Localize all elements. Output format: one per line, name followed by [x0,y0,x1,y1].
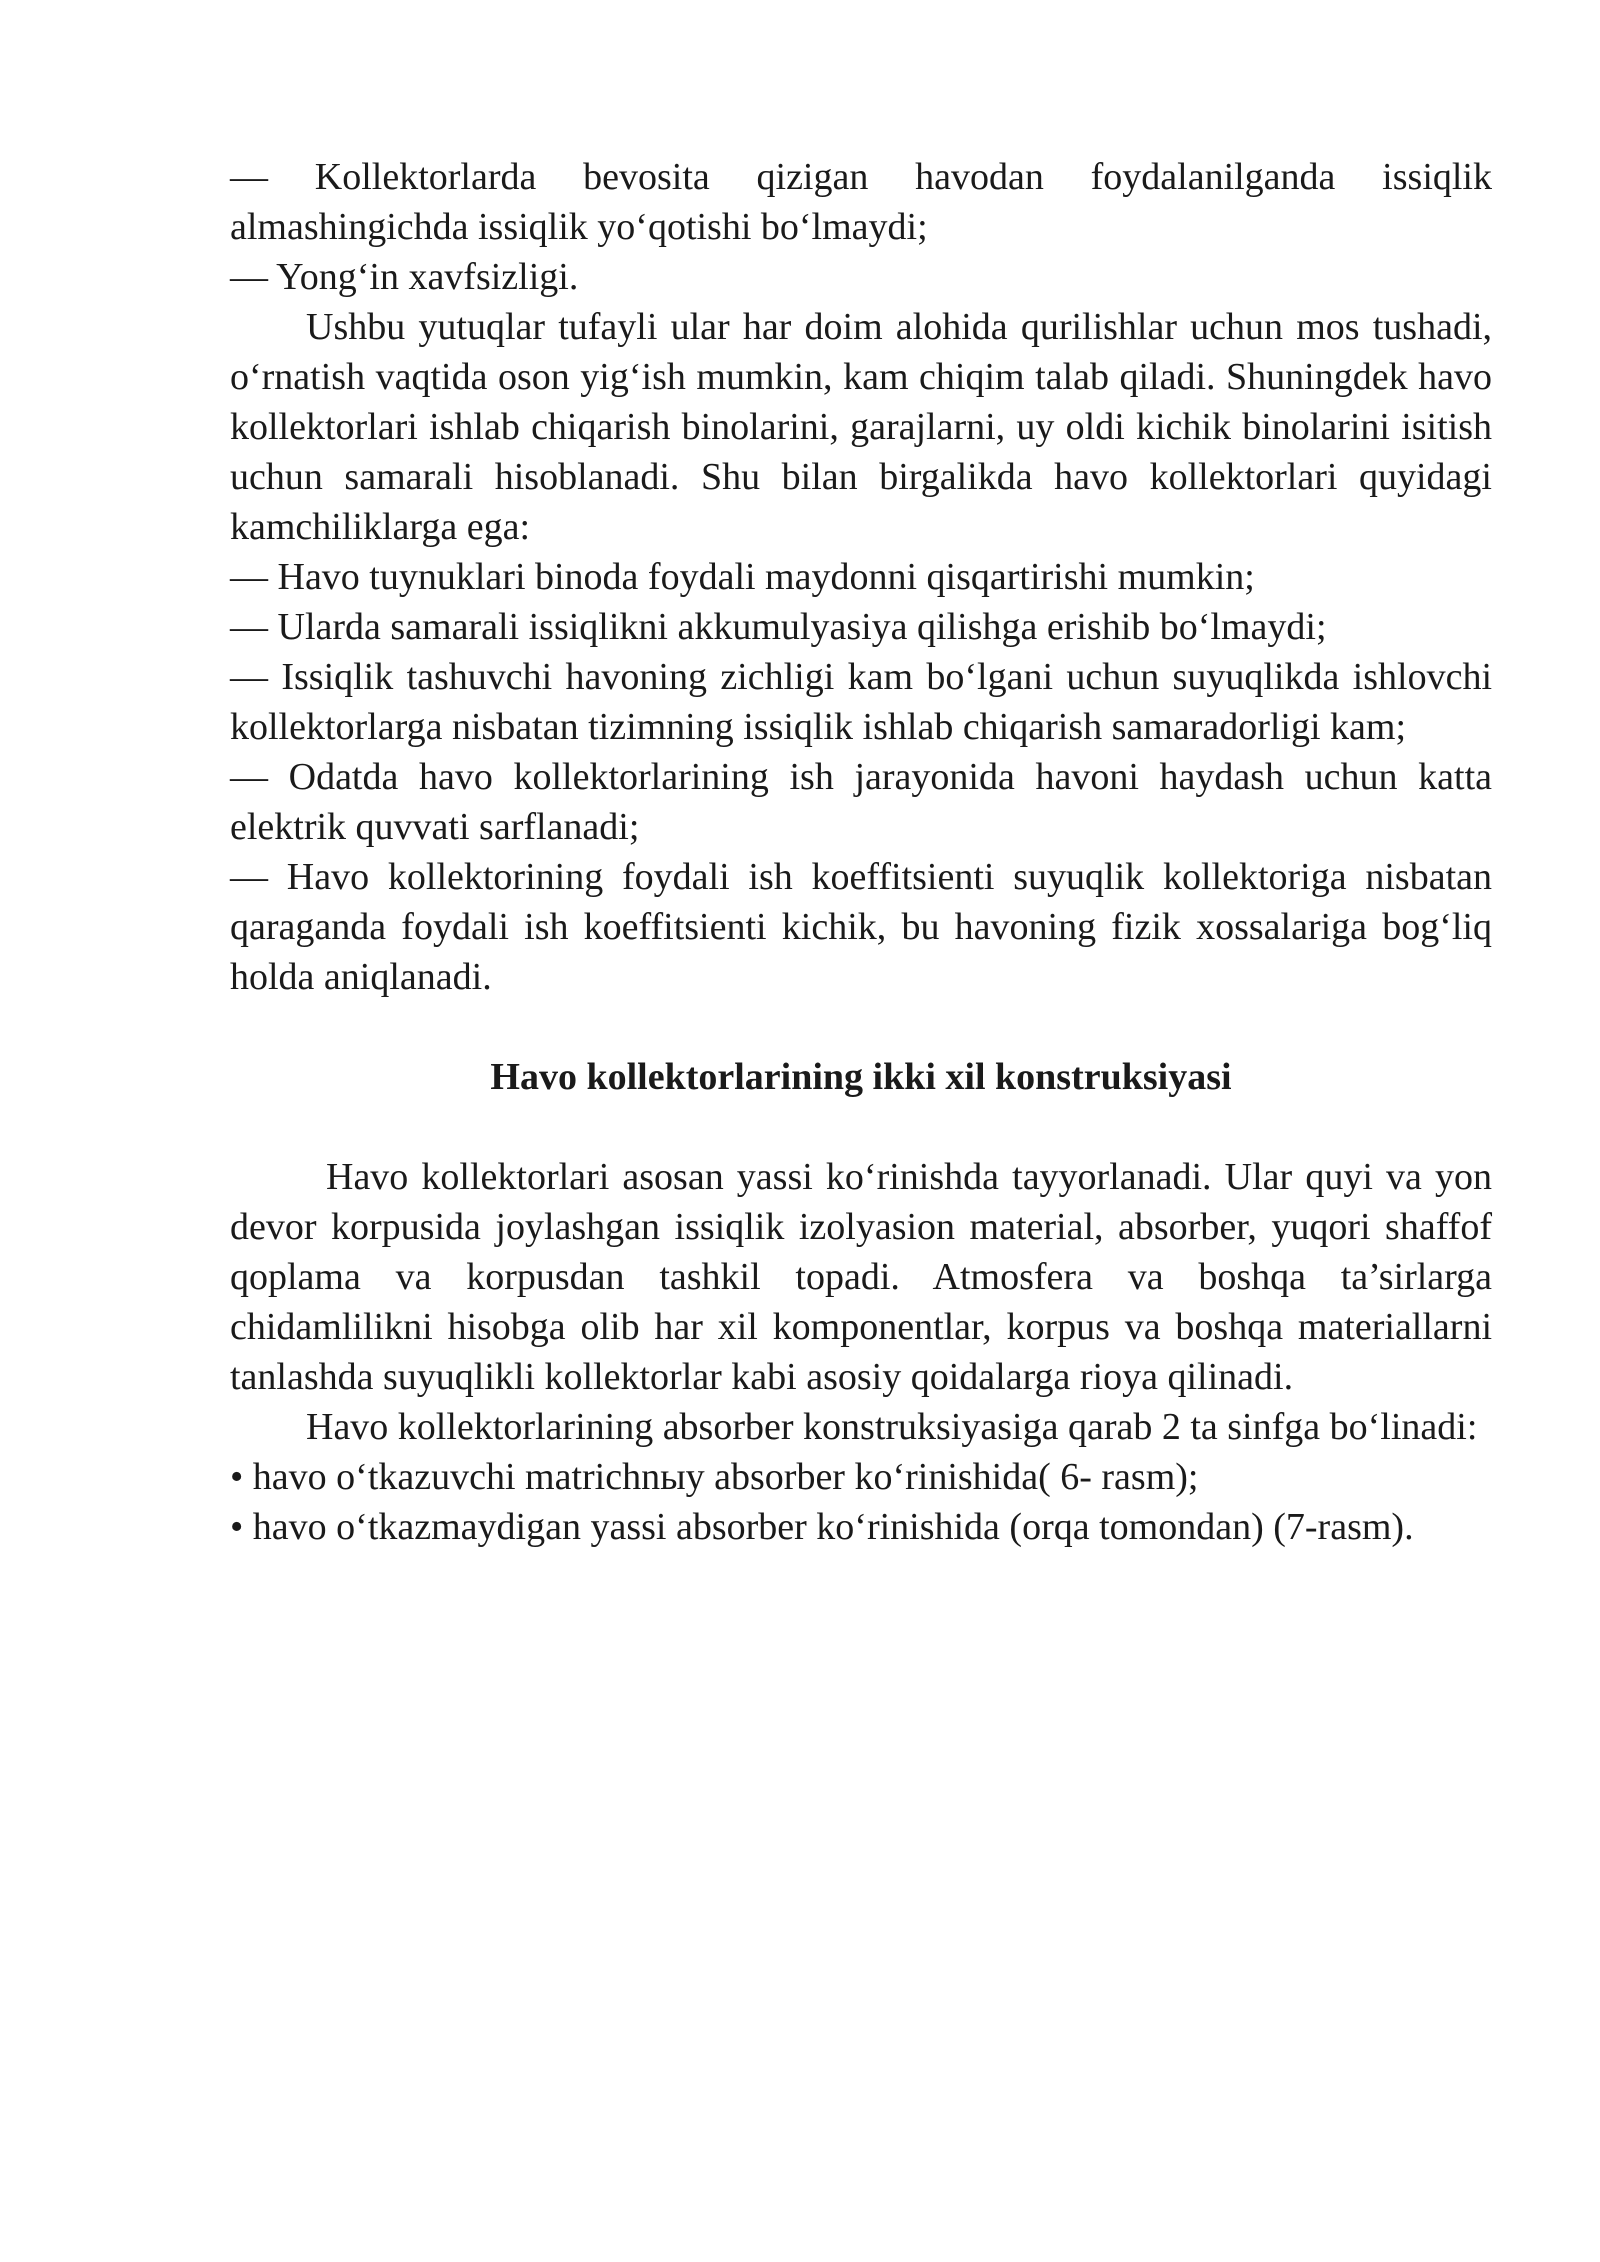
body-paragraph: Ushbu yutuqlar tufayli ular har doim alohida qurilishlar uchun mos tushadi, o‘rnatish vaqtida oson yig‘ish mumkin, kam chiqim talab qiladi. Shuningdek havo kollektorlari ishlab chiqarish binolarini, garajlarni, uy oldi kichik binolarini isitish uchun samarali hisoblanadi. Shu bilan birgalikda havo kollektorlari quyidagi kamchiliklarga ega: [230,306,1492,548]
list-item: — Havo tuynuklari binoda foydali maydonni qisqartirishi mumkin; [230,556,1255,598]
list-item: — Yong‘in xavfsizligi. [230,256,579,298]
list-item: — Havo kollektorining foydali ish koeffitsienti suyuqlik kollektoriga nisbatan qaraganda foydali ish koeffitsienti kichik, bu havoning fizik xossalariga bog‘liq holda aniqlanadi. [230,856,1492,998]
list-item: • havo o‘tkazmaydigan yassi absorber ko‘rinishida (orqa tomondan) (7-rasm). [230,1506,1414,1548]
list-item: — Odatda havo kollektorlarining ish jarayonida havoni haydash uchun katta elektrik quvvati sarflanadi; [230,756,1492,848]
section-heading: Havo kollektorlarining ikki xil konstruksiyasi [490,1056,1232,1098]
body-paragraph: Havo kollektorlarining absorber konstruksiyasiga qarab 2 ta sinfga bo‘linadi: [306,1406,1478,1448]
list-item: — Ularda samarali issiqlikni akkumulyasiya qilishga erishib bo‘lmaydi; [230,606,1327,648]
list-item: — Issiqlik tashuvchi havoning zichligi kam bo‘lgani uchun suyuqlikda ishlovchi kollektorlarga nisbatan tizimning issiqlik ishlab chiqarish samaradorligi kam; [230,656,1492,748]
list-item: — Kollektorlarda bevosita qizigan havodan foydalanilganda issiqlik almashingichda issiqlik yo‘qotishi bo‘lmaydi; [230,156,1492,248]
document-page [230,152,1492,1552]
list-item: • havo o‘tkazuvchi matrichnыy absorber ko‘rinishida( 6- rasm); [230,1456,1199,1498]
body-paragraph: Havo kollektorlari asosan yassi ko‘rinishda tayyorlanadi. Ular quyi va yon devor korpusida joylashgan issiqlik izolyasion material, absorber, yuqori shaffof qoplama va korpusdan tashkil topadi. Atmosfera va boshqa ta’sirlarga chidamlilikni hisobga olib har xil komponentlar, korpus va boshqa materiallarni tanlashda suyuqlikli kollektorlar kabi asosiy qoidalarga rioya qilinadi. [230,1156,1492,1398]
